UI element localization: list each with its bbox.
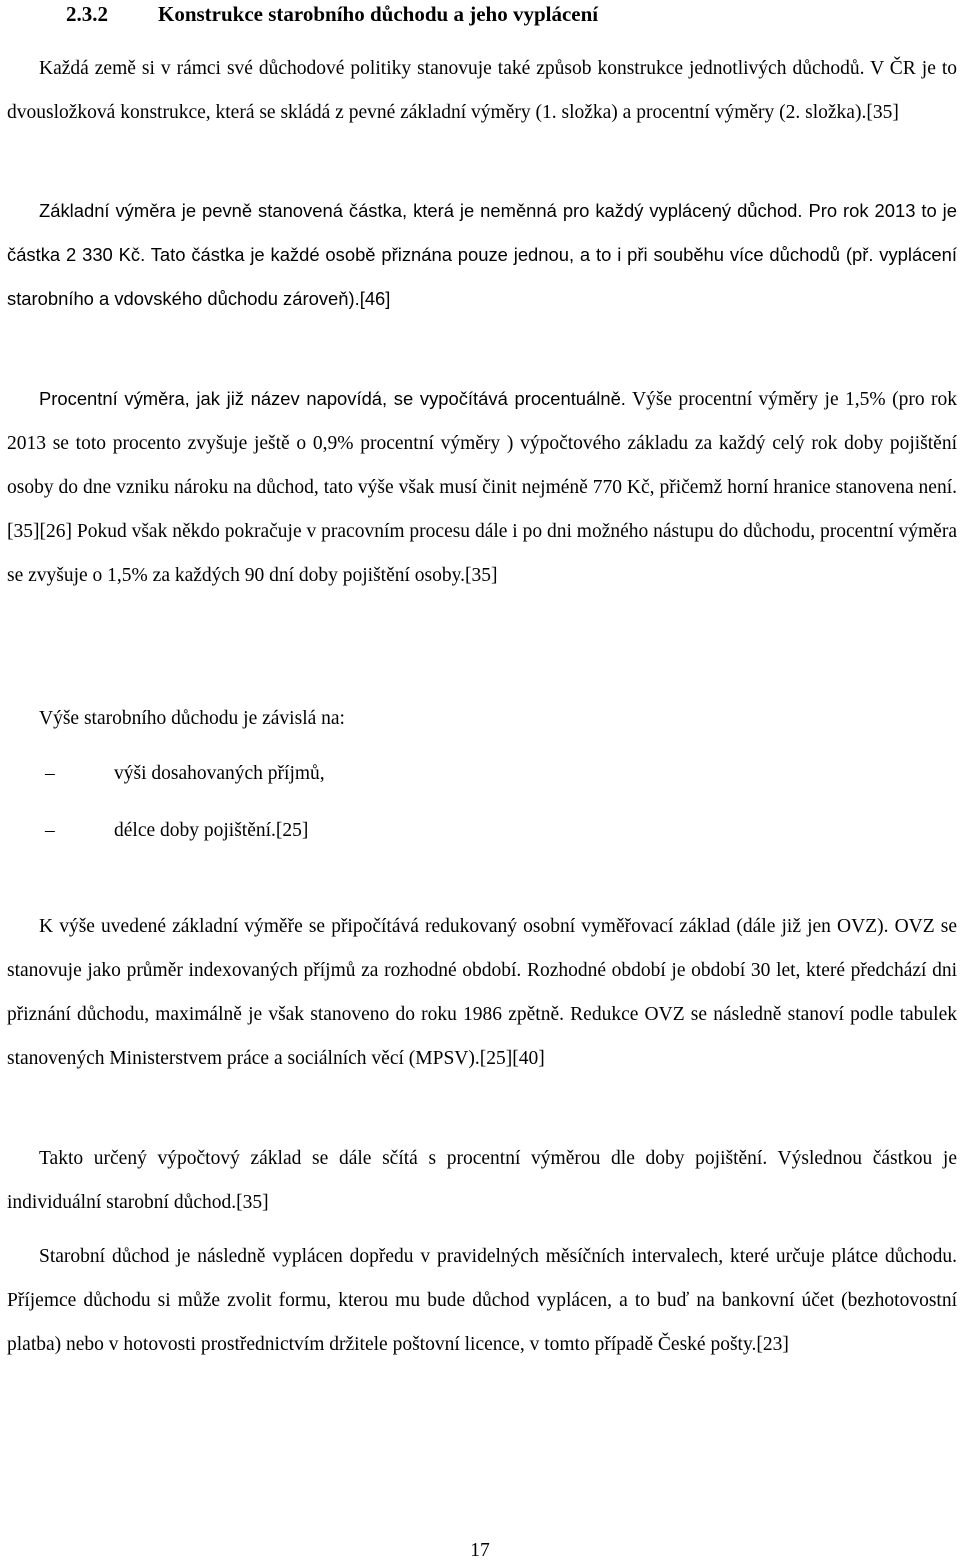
paragraph-construction: Každá země si v rámci své důchodové politiky stanovuje také způsob konstrukce jednotlivých důchodů. V ČR je to dvousložková konstrukce, která se skládá z pevné základní výměry (1. složka) a procentní výměry (2. složka).[35] [7, 58, 957, 123]
paragraph-percentage-assessment [7, 377, 957, 598]
paragraph-percentage-lead: Procentní výměra, jak již název napovídá, se vypočítává procentuálně. [39, 388, 626, 409]
section-number: 2.3.2 [66, 2, 108, 26]
list-item [45, 816, 308, 846]
paragraph-basic-assessment: Základní výměra je pevně stanovená částka, která je neměnná pro každý vyplácený důchod. Pro rok 2013 to je částka 2 330 Kč. Tato částka je každé osobě přiznána pouze jednou, a to i při souběhu více důchodů (př. vyplácení starobního a vdovského důchodu zároveň).[46] [7, 200, 957, 309]
paragraph-payment: Starobní důchod je následně vyplácen dopředu v pravidelných měsíčních intervalech, které určuje plátce důchodu. Příjemce důchodu si může zvolit formu, kterou mu bude důchod vyplácen, a to buď na bankovní účet (bezhotovostní platba) nebo v hotovosti prostřednictvím držitele poštovní licence, v tomto případě České pošty.[23] [7, 1246, 957, 1355]
section-heading [66, 2, 598, 27]
list-marker: – [45, 820, 55, 841]
list-item [45, 759, 325, 789]
list-item-text: výši dosahovaných příjmů, [114, 763, 325, 784]
section-title: Konstrukce starobního důchodu a jeho vyplácení [158, 2, 599, 26]
list-marker: – [45, 763, 55, 784]
list-intro: Výše starobního důchodu je závislá na: [39, 708, 345, 729]
list-item-text: délce doby pojištění.[25] [114, 820, 309, 841]
paragraph-percentage-body: Výše procentní výměry je 1,5% (pro rok 2013 se toto procento zvyšuje ještě o 0,9% procentní výměry ) výpočtového základu za každý celý rok doby pojištění osoby do dne vzniku nároku na důchod, tato výše však musí činit nejméně 770 Kč, přičemž horní hranice stanovena není.[35][26] Pokud však někdo pokračuje v pracovním procesu dále i po dni možného nástupu do důchodu, procentní výměra se zvyšuje o 1,5% za každých 90 dní doby pojištění osoby.[35] [7, 389, 957, 586]
page-number: 17 [470, 1540, 490, 1561]
paragraph-ovz: K výše uvedené základní výměře se připočítává redukovaný osobní vyměřovací základ (dále již jen OVZ). OVZ se stanovuje jako průměr indexovaných příjmů za rozhodné období. Rozhodné období je období 30 let, které předchází dni přiznání důchodu, maximálně je však stanoveno do roku 1986 zpětně. Redukce OVZ se následně stanoví podle tabulek stanovených Ministerstvem práce a sociálních věcí (MPSV).[25][40] [7, 916, 957, 1069]
paragraph-calculation: Takto určený výpočtový základ se dále sčítá s procentní výměrou dle doby pojištění. Výslednou částkou je individuální starobní důchod.[35] [7, 1148, 957, 1213]
